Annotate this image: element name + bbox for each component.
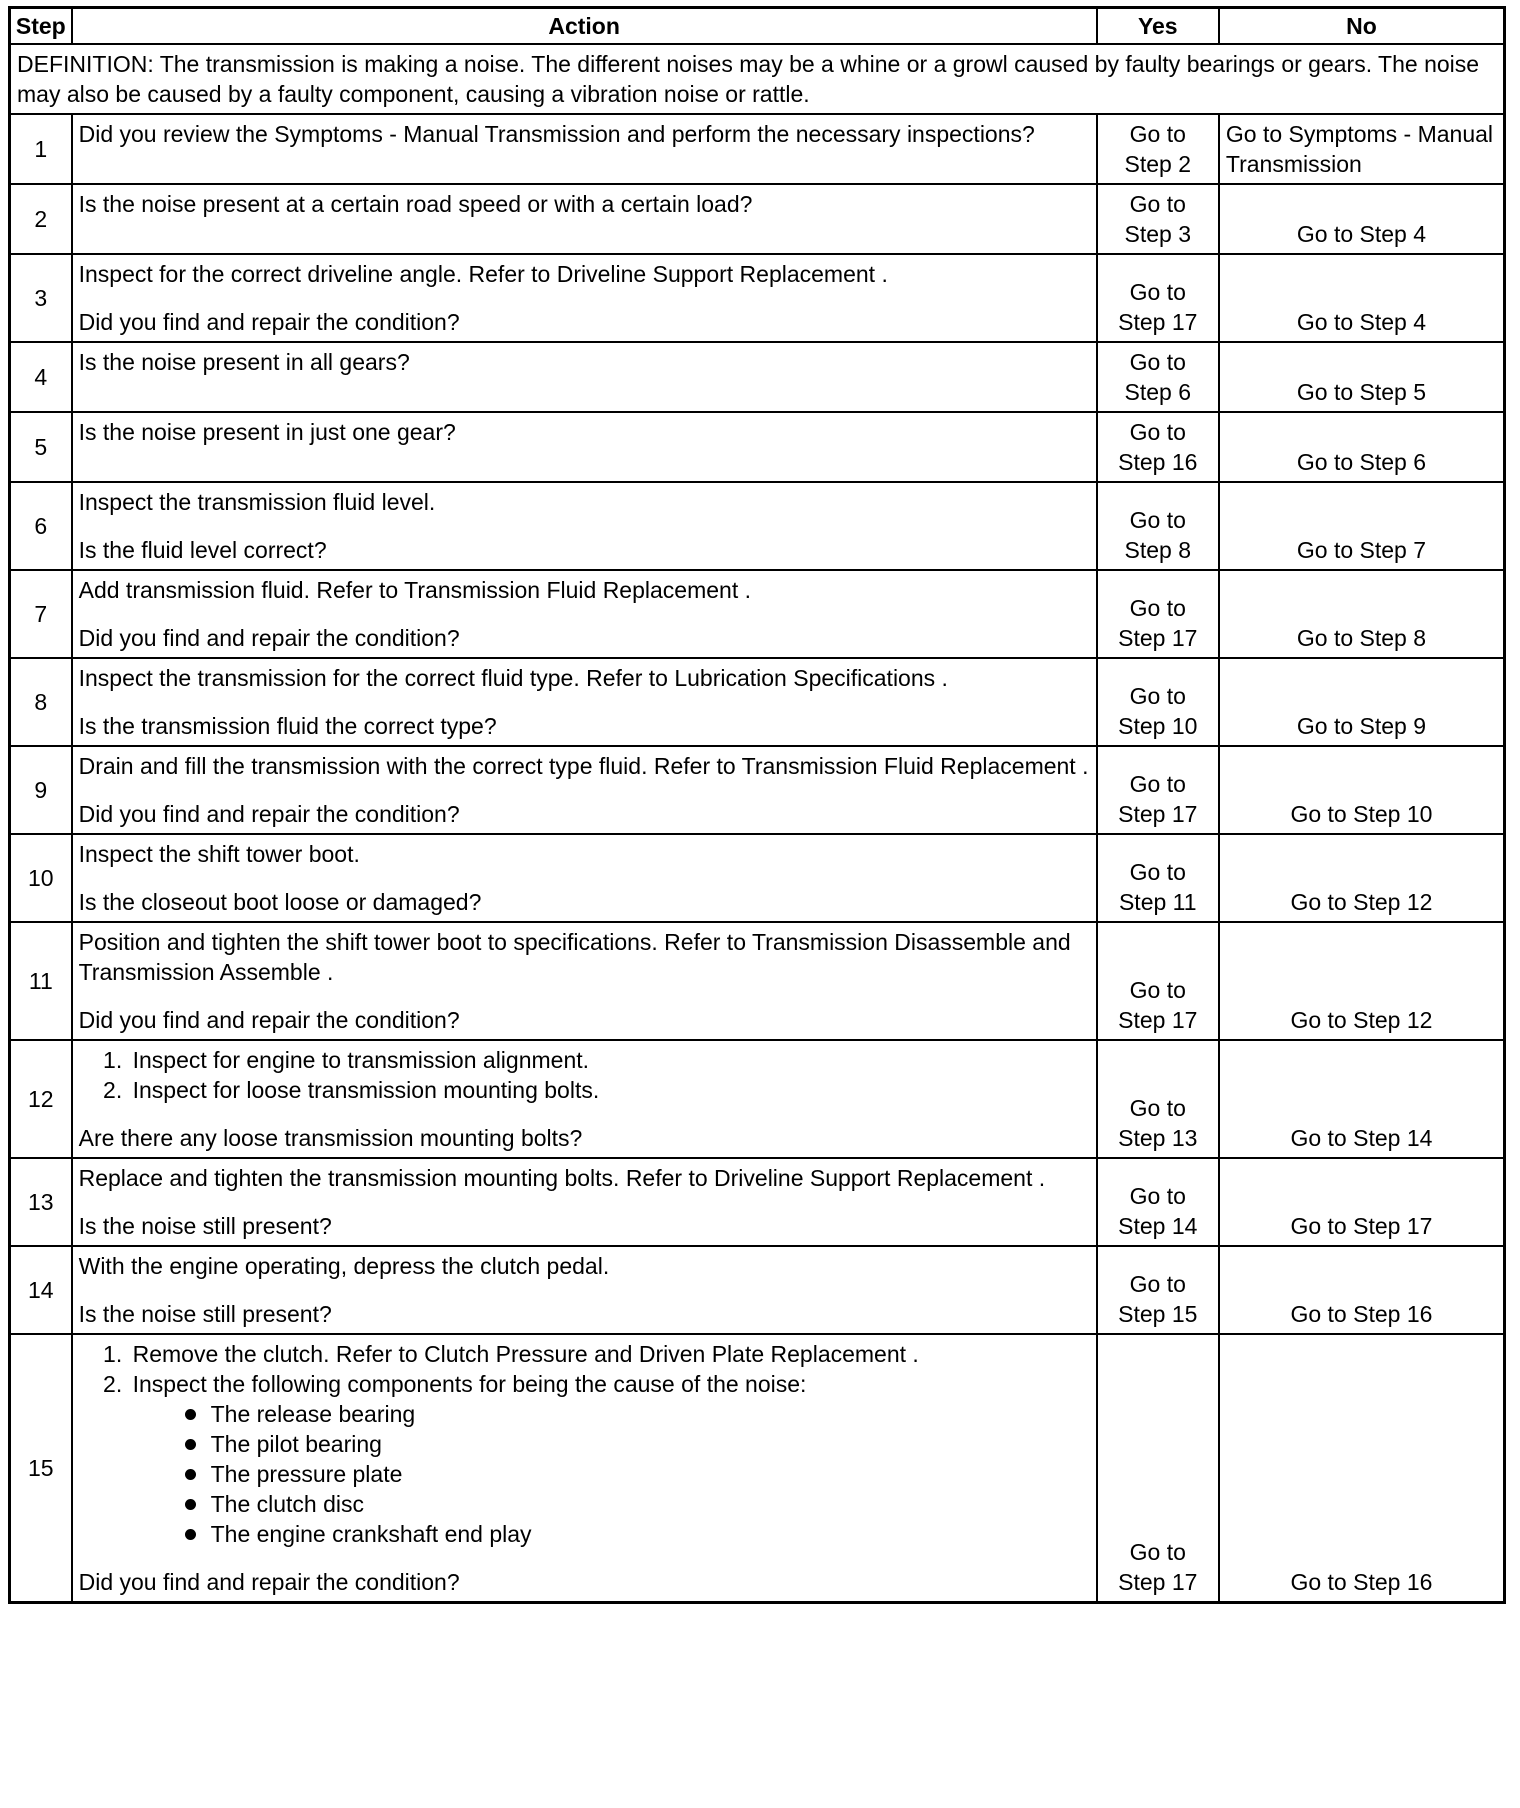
action-cell [72, 1334, 1097, 1603]
action-cell [72, 746, 1097, 834]
step-number: 7 [10, 570, 72, 658]
spacer [79, 1105, 1090, 1123]
action-cell [72, 1040, 1097, 1158]
yes-result: Go to Step 14 [1097, 1158, 1219, 1246]
table-row [10, 1246, 1505, 1334]
table-row [10, 1158, 1505, 1246]
table-row [10, 342, 1505, 412]
question-text: Is the closeout boot loose or damaged? [78, 889, 482, 915]
action-cell [72, 834, 1097, 922]
action-text: Replace and tighten the transmission mounting bolts. Refer to Driveline Support Replacement . [78, 1165, 1046, 1191]
spacer [79, 517, 1090, 535]
action-text: Position and tighten the shift tower boot to specifications. Refer to Transmission Disassemble and Transmission Assemble . [78, 929, 1071, 985]
table-row [10, 834, 1505, 922]
step-number: 9 [10, 746, 72, 834]
definition-row [10, 44, 1505, 114]
question-text: Is the fluid level correct? [78, 537, 327, 563]
action-cell [72, 922, 1097, 1040]
action-text: Inspect for the correct driveline angle. Refer to Driveline Support Replacement . [78, 261, 888, 287]
header-no: No [1219, 8, 1505, 45]
action-text: Add transmission fluid. Refer to Transmission Fluid Replacement . [78, 577, 751, 603]
action-cell [72, 254, 1097, 342]
action-text: Is the noise present in just one gear? [78, 419, 456, 445]
table-row [10, 1040, 1505, 1158]
no-result: Go to Step 6 [1219, 412, 1505, 482]
spacer [79, 869, 1090, 887]
no-result: Go to Step 16 [1219, 1334, 1505, 1603]
action-cell [72, 1246, 1097, 1334]
diagnostic-table-sheet [8, 6, 1506, 1604]
spacer [79, 1281, 1090, 1299]
action-text: Inspect the shift tower boot. [78, 841, 360, 867]
yes-result: Go to Step 10 [1097, 658, 1219, 746]
numbered-list [79, 1045, 1090, 1105]
step-number: 8 [10, 658, 72, 746]
yes-result: Go to Step 17 [1097, 1334, 1219, 1603]
step-number: 5 [10, 412, 72, 482]
no-result: Go to Step 16 [1219, 1246, 1505, 1334]
no-result: Go to Step 9 [1219, 658, 1505, 746]
yes-result: Go to Step 6 [1097, 342, 1219, 412]
numbered-list-item [129, 1045, 1090, 1075]
no-result: Go to Step 4 [1219, 184, 1505, 254]
numbered-list-item [129, 1075, 1090, 1105]
table-row [10, 114, 1505, 184]
numbered-list-item-text: Remove the clutch. Refer to Clutch Pressure and Driven Plate Replacement . [132, 1341, 919, 1367]
yes-result: Go to Step 17 [1097, 746, 1219, 834]
numbered-list-item-text: Inspect the following components for being the cause of the noise: [132, 1371, 807, 1397]
action-text: Is the noise present at a certain road speed or with a certain load? [78, 191, 753, 217]
question-text: Did you find and repair the condition? [78, 801, 460, 827]
header-action: Action [72, 8, 1097, 45]
question-text: Did you find and repair the condition? [78, 309, 460, 335]
no-result: Go to Step 12 [1219, 922, 1505, 1040]
action-cell [72, 184, 1097, 254]
header-yes: Yes [1097, 8, 1219, 45]
action-text: Inspect the transmission fluid level. [78, 489, 436, 515]
yes-result: Go to Step 8 [1097, 482, 1219, 570]
numbered-list [79, 1339, 1090, 1549]
action-text: With the engine operating, depress the clutch pedal. [78, 1253, 610, 1279]
question-text: Are there any loose transmission mounting bolts? [78, 1125, 583, 1151]
action-cell [72, 570, 1097, 658]
step-number: 10 [10, 834, 72, 922]
spacer [79, 1193, 1090, 1211]
diagnostic-table [8, 6, 1506, 1604]
no-result: Go to Step 4 [1219, 254, 1505, 342]
table-row [10, 570, 1505, 658]
table-row [10, 412, 1505, 482]
no-result: Go to Step 10 [1219, 746, 1505, 834]
bullet-list [133, 1399, 1090, 1549]
spacer [79, 605, 1090, 623]
step-number: 12 [10, 1040, 72, 1158]
step-number: 4 [10, 342, 72, 412]
yes-result: Go to Step 13 [1097, 1040, 1219, 1158]
header-step: Step [10, 8, 72, 45]
no-result: Go to Symptoms - Manual Transmission [1219, 114, 1505, 184]
no-result: Go to Step 8 [1219, 570, 1505, 658]
yes-result: Go to Step 11 [1097, 834, 1219, 922]
step-number: 6 [10, 482, 72, 570]
step-number: 11 [10, 922, 72, 1040]
bullet-list-item: The clutch disc [183, 1489, 1090, 1519]
action-cell [72, 412, 1097, 482]
header-row [10, 8, 1505, 45]
question-text: Is the noise still present? [78, 1213, 332, 1239]
table-row [10, 658, 1505, 746]
bullet-list-item: The pilot bearing [183, 1429, 1090, 1459]
action-text: Did you review the Symptoms - Manual Transmission and perform the necessary inspections? [78, 121, 1035, 147]
step-number: 14 [10, 1246, 72, 1334]
step-number: 3 [10, 254, 72, 342]
spacer [79, 693, 1090, 711]
question-text: Is the transmission fluid the correct type? [78, 713, 497, 739]
yes-result: Go to Step 2 [1097, 114, 1219, 184]
no-result: Go to Step 12 [1219, 834, 1505, 922]
action-cell [72, 1158, 1097, 1246]
no-result: Go to Step 14 [1219, 1040, 1505, 1158]
bullet-list-item: The release bearing [183, 1399, 1090, 1429]
no-result: Go to Step 7 [1219, 482, 1505, 570]
yes-result: Go to Step 15 [1097, 1246, 1219, 1334]
question-text: Did you find and repair the condition? [78, 1569, 460, 1595]
yes-result: Go to Step 16 [1097, 412, 1219, 482]
action-cell [72, 482, 1097, 570]
table-row [10, 254, 1505, 342]
numbered-list-item [129, 1369, 1090, 1549]
numbered-list-item-text: Inspect for engine to transmission alignment. [132, 1047, 590, 1073]
definition-text: DEFINITION: The transmission is making a noise. The different noises may be a whine or a growl caused by faulty bearings or gears. The noise may also be caused by a faulty component, causing a vibration noise or rattle. [10, 44, 1505, 114]
question-text: Did you find and repair the condition? [78, 1007, 460, 1033]
yes-result: Go to Step 17 [1097, 570, 1219, 658]
action-cell [72, 342, 1097, 412]
action-text: Inspect the transmission for the correct fluid type. Refer to Lubrication Specifications . [78, 665, 948, 691]
numbered-list-item [129, 1339, 1090, 1369]
action-cell [72, 114, 1097, 184]
yes-result: Go to Step 3 [1097, 184, 1219, 254]
numbered-list-item-text: Inspect for loose transmission mounting bolts. [132, 1077, 600, 1103]
table-row [10, 922, 1505, 1040]
table-row [10, 746, 1505, 834]
no-result: Go to Step 17 [1219, 1158, 1505, 1246]
spacer [79, 1549, 1090, 1567]
table-row [10, 1334, 1505, 1603]
question-text: Did you find and repair the condition? [78, 625, 460, 651]
table-row [10, 482, 1505, 570]
action-text: Drain and fill the transmission with the correct type fluid. Refer to Transmission Fluid Replacement . [78, 753, 1089, 779]
bullet-list-item: The engine crankshaft end play [183, 1519, 1090, 1549]
yes-result: Go to Step 17 [1097, 254, 1219, 342]
spacer [79, 987, 1090, 1005]
step-number: 15 [10, 1334, 72, 1603]
bullet-list-item: The pressure plate [183, 1459, 1090, 1489]
no-result: Go to Step 5 [1219, 342, 1505, 412]
action-text: Is the noise present in all gears? [78, 349, 410, 375]
step-number: 2 [10, 184, 72, 254]
action-cell [72, 658, 1097, 746]
step-number: 1 [10, 114, 72, 184]
question-text: Is the noise still present? [78, 1301, 332, 1327]
step-number: 13 [10, 1158, 72, 1246]
yes-result: Go to Step 17 [1097, 922, 1219, 1040]
spacer [79, 781, 1090, 799]
table-row [10, 184, 1505, 254]
spacer [79, 289, 1090, 307]
